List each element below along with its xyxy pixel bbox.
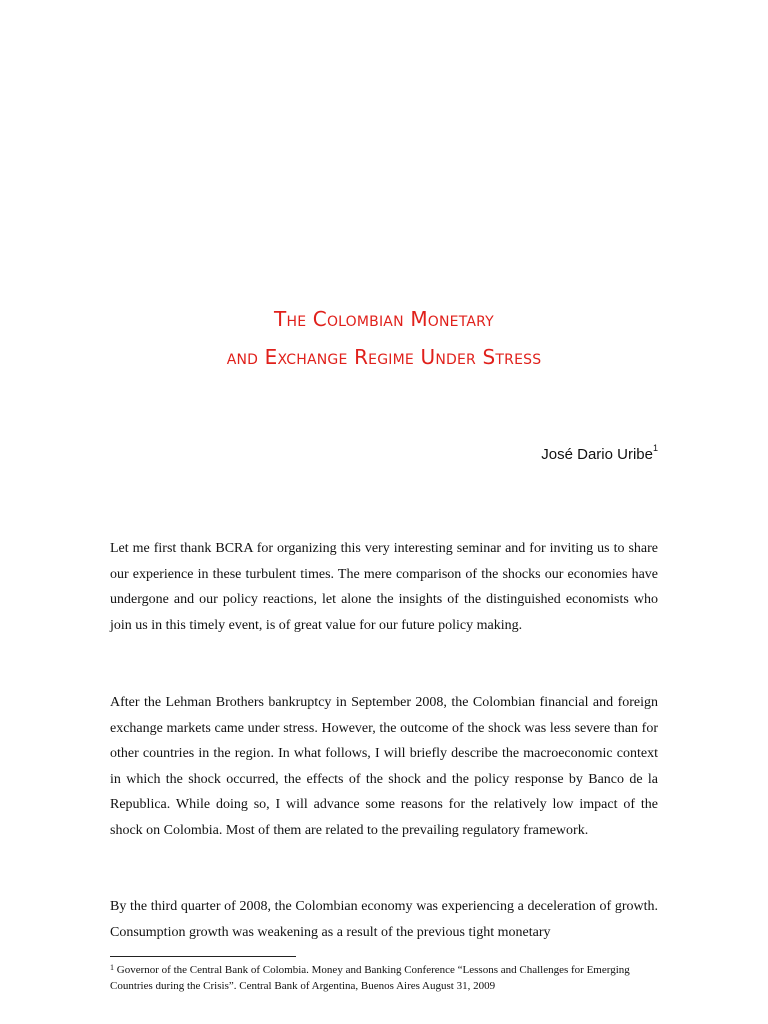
author-byline: [541, 443, 658, 463]
footnote: [110, 962, 658, 994]
paragraph-3: By the third quarter of 2008, the Colombian economy was experiencing a deceleration of growth. Consumption growth was weakening as a result of the previous tight monetary: [110, 899, 658, 940]
paragraph-1: Let me first thank BCRA for organizing this very interesting seminar and for inviting us to share our experience in these turbulent times. The mere comparison of the shocks our economies have undergone and our policy reactions, let alone the insights of the distinguished economists who join us in this timely event, is of great value for our future policy making.: [110, 541, 658, 633]
title-line-1: The Colombian Monetary: [274, 307, 494, 331]
footnote-text: Governor of the Central Bank of Colombia. Money and Banking Conference “Lessons and Challenges for Emerging Countries during the Crisis”. Central Bank of Argentina, Buenos Aires August 31, 2009: [110, 964, 630, 992]
footnote-mark: 1: [110, 963, 114, 972]
paragraph-2: After the Lehman Brothers bankruptcy in September 2008, the Colombian financial and foreign exchange markets came under stress. However, the outcome of the shock was less severe than for other countries in the region. In what follows, I will briefly describe the macroeconomic context in which the shock occurred, the effects of the shock and the policy response by Banco de la Republica. While doing so, I will advance some reasons for the relatively low impact of the shock on Colombia. Most of them are related to the prevailing regulatory framework.: [110, 695, 658, 838]
footnote-divider: [110, 956, 296, 957]
title-line-2: and Exchange Regime Under Stress: [226, 345, 542, 369]
author-name: José Dario Uribe: [541, 446, 653, 463]
author-footnote-mark: 1: [652, 443, 658, 453]
